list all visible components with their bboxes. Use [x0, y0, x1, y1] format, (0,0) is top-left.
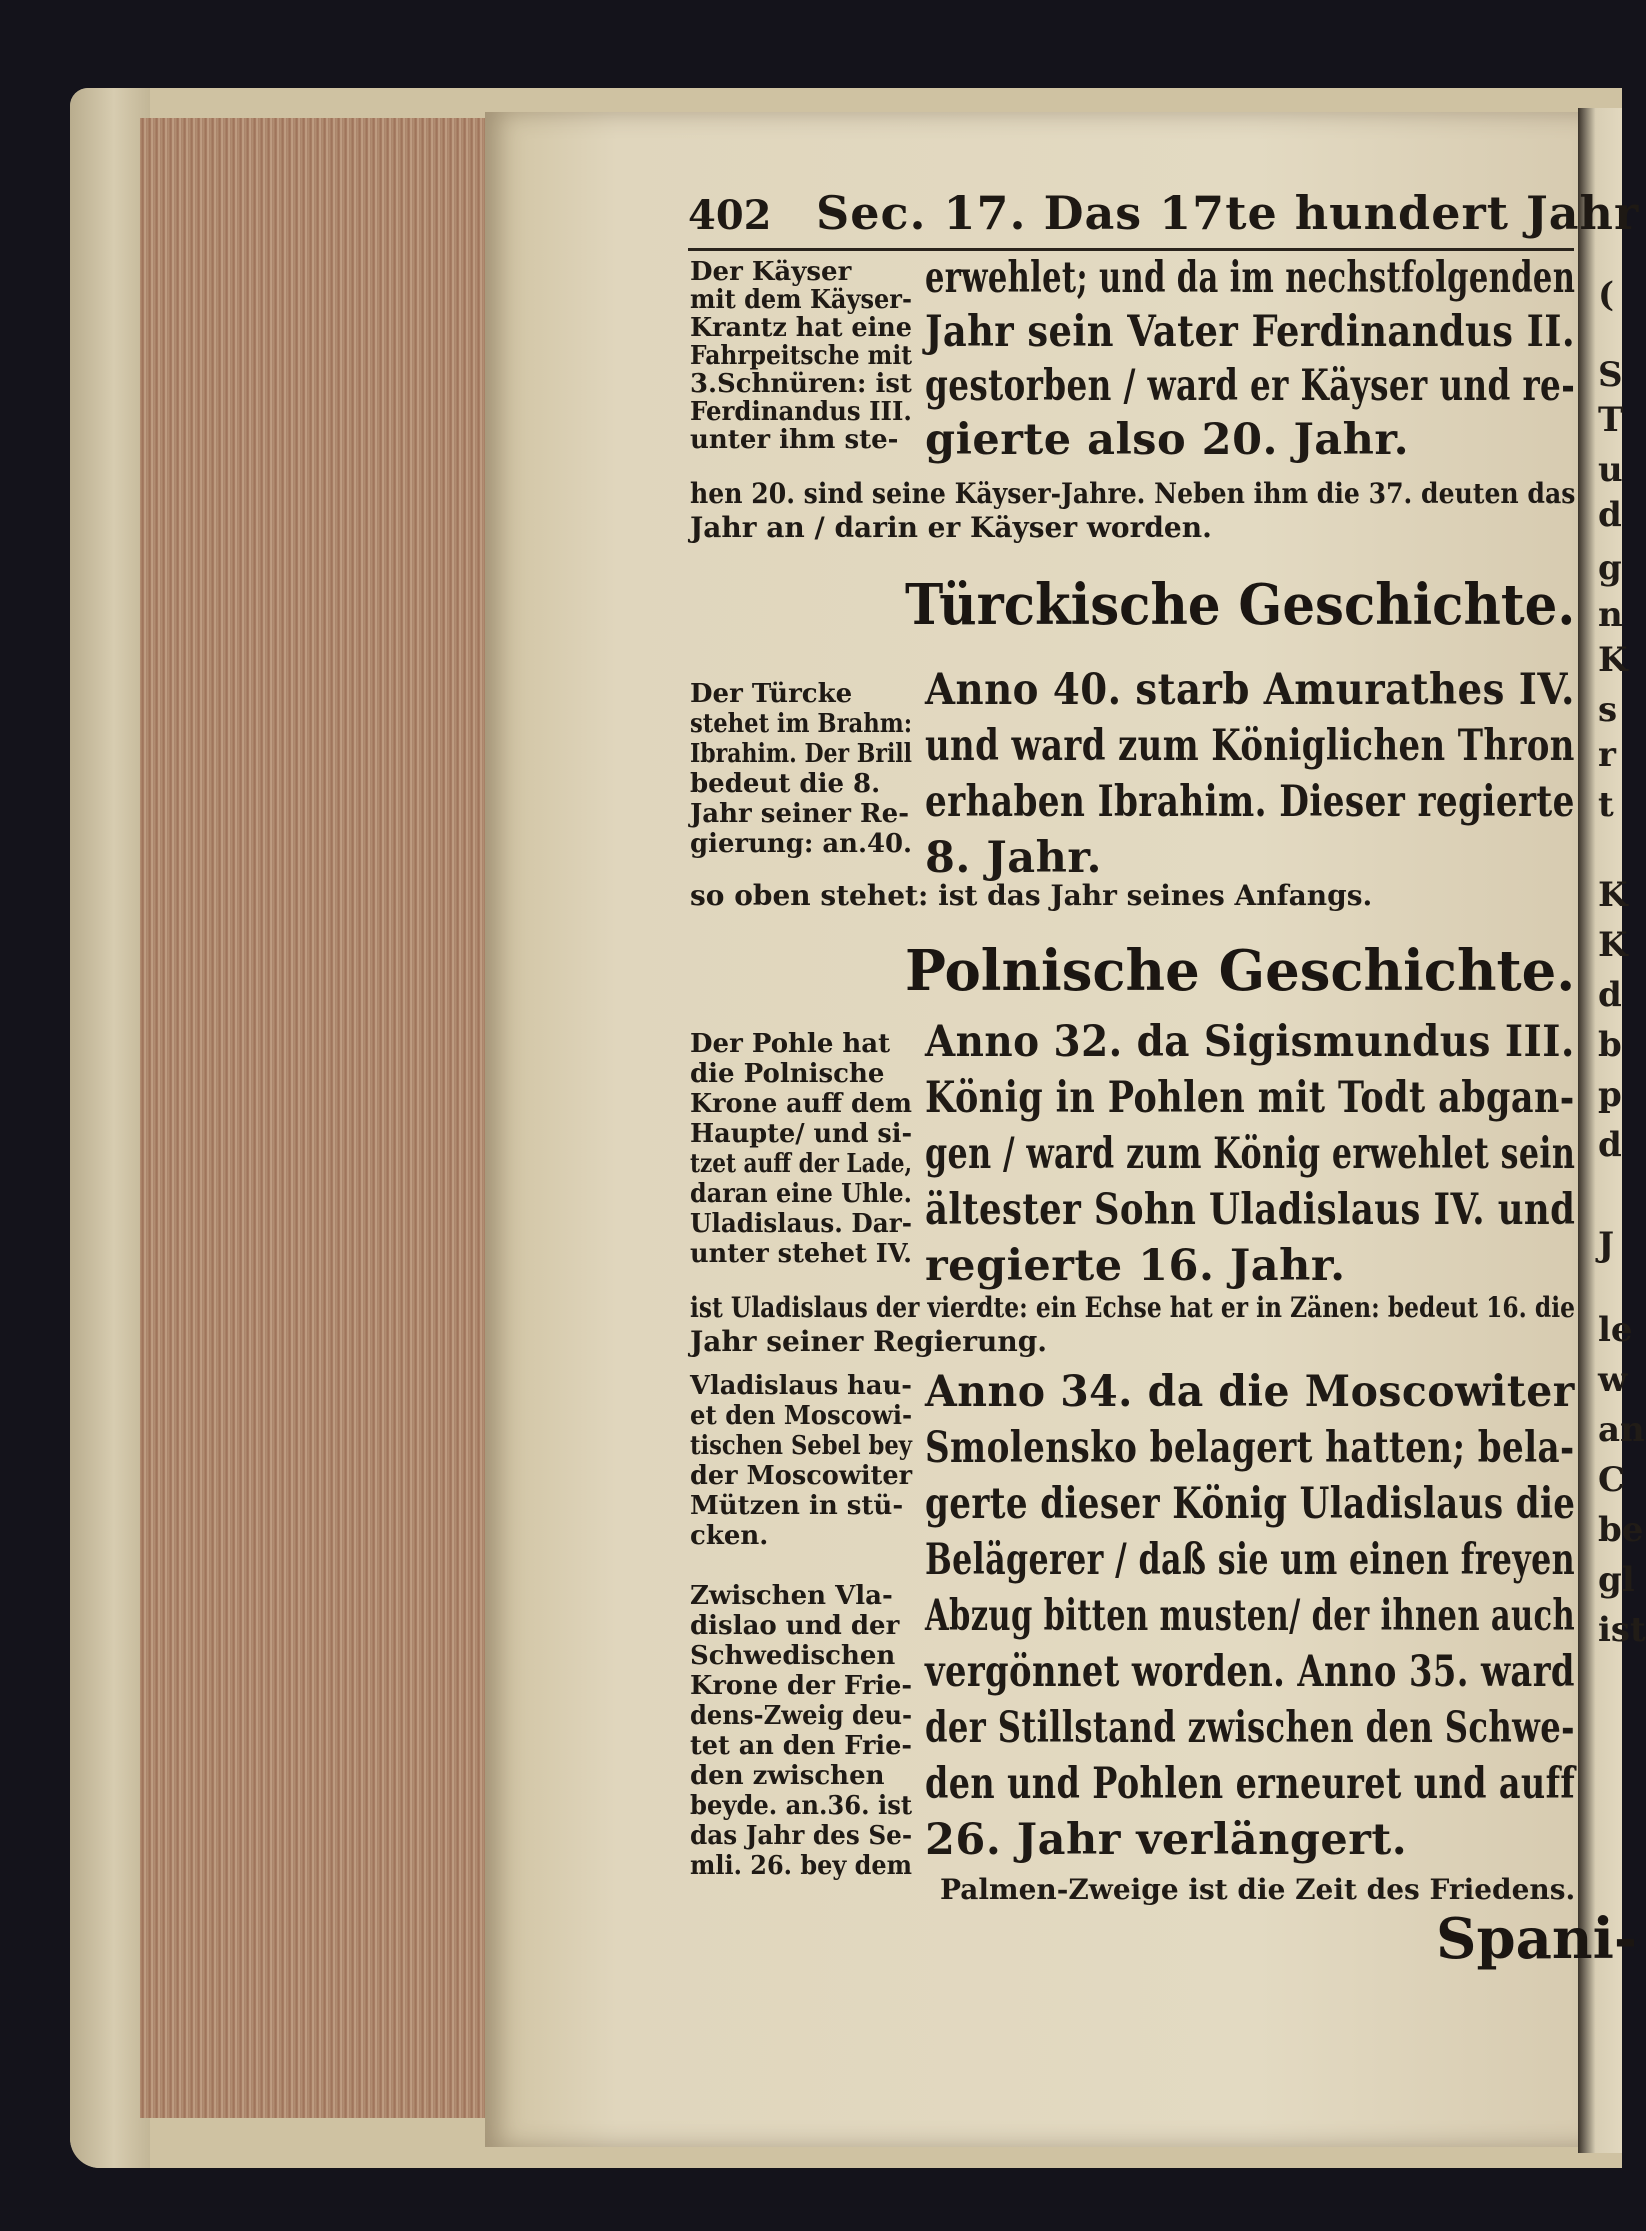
margin-note-line: Krone der Frie-	[690, 1671, 913, 1701]
fragment: gl	[1598, 1560, 1635, 1600]
body-line: 8. Jahr.	[925, 833, 1103, 883]
fragment: an	[1598, 1410, 1645, 1450]
margin-note-line: mli. 26. bey dem	[690, 1851, 913, 1881]
body-line: erhaben Ibrahim. Dieser regierte	[925, 777, 1575, 827]
margin-note-line: Der Türcke	[690, 679, 853, 709]
running-header	[688, 178, 1640, 251]
full-width-line: hen 20. sind seine Käyser-Jahre. Neben ihm die 37. deuten das	[690, 477, 1576, 510]
margin-note-line: stehet im Brahm:	[690, 709, 913, 739]
margin-note-line: 3.Schnüren: ist	[690, 369, 912, 399]
margin-note-line: mit dem Käyser-	[690, 285, 912, 315]
fragment: ist	[1598, 1610, 1646, 1650]
fragment: K	[1598, 925, 1628, 965]
margin-note-line: gierung: an.40.	[690, 829, 913, 859]
full-width-line: so oben stehet: ist das Jahr seines Anfangs.	[690, 879, 1373, 912]
header-title: Sec. 17. Das 17te hundert Jahr	[816, 186, 1640, 240]
margin-note-line: Krantz hat eine	[690, 313, 913, 343]
margin-note-line: unter ihm ste-	[690, 425, 899, 455]
body-line: König in Pohlen mit Todt abgan-	[925, 1073, 1575, 1123]
margin-note-line: Ibrahim. Der Brill	[690, 739, 913, 769]
margin-note-line: cken.	[690, 1521, 769, 1551]
full-width-line: Palmen-Zweige ist die Zeit des Friedens.	[940, 1873, 1576, 1906]
fragment: b	[1598, 1025, 1622, 1065]
margin-note-line: Haupte/ und si-	[690, 1119, 913, 1149]
fragment: s	[1598, 690, 1618, 730]
fragment: d	[1598, 1125, 1622, 1165]
margin-note-line: die Polnische	[690, 1059, 885, 1089]
margin-note-line: Jahr seiner Re-	[690, 799, 909, 829]
body-line: erwehlet; und da im nechstfolgenden	[925, 253, 1576, 303]
margin-note-line: dislao und der	[690, 1611, 900, 1641]
margin-note-line: tet an den Frie-	[690, 1731, 912, 1761]
fragment: be	[1598, 1510, 1644, 1550]
fragment: n	[1598, 595, 1623, 635]
margin-note-line: Krone auff dem	[690, 1089, 912, 1119]
fragment: t	[1598, 785, 1614, 825]
body-line: Belägerer / daß sie um einen freyen	[925, 1535, 1576, 1585]
fragment: d	[1598, 975, 1622, 1015]
body-line: gierte also 20. Jahr.	[925, 415, 1410, 465]
page-number: 402	[688, 192, 772, 239]
book-binding	[70, 88, 150, 2168]
fragment: S	[1598, 355, 1623, 395]
full-width-line: Jahr an / darin er Käyser worden.	[690, 511, 1212, 544]
section-heading: Polnische Geschichte.	[905, 938, 1576, 1004]
margin-note-line: tischen Sebel bey	[690, 1431, 912, 1461]
body-line: den und Pohlen erneuret und auff	[925, 1759, 1576, 1809]
body-line: ältester Sohn Uladislaus IV. und	[925, 1185, 1576, 1235]
margin-note-line: das Jahr des Se-	[690, 1821, 913, 1851]
body-line: regierte 16. Jahr.	[925, 1241, 1346, 1291]
body-line: Anno 32. da Sigismundus III.	[925, 1017, 1575, 1067]
margin-note-line: daran eine Uhle.	[690, 1179, 912, 1209]
fragment: r	[1598, 735, 1616, 775]
fragment: g	[1598, 548, 1622, 588]
fragment: d	[1598, 495, 1622, 535]
fragment: le	[1598, 1310, 1633, 1350]
margin-note-line: Ferdinandus III.	[690, 397, 912, 427]
full-width-line: Jahr seiner Regierung.	[690, 1325, 1048, 1358]
margin-note-line: den zwischen	[690, 1761, 885, 1791]
body-line: 26. Jahr verlängert.	[925, 1815, 1408, 1865]
margin-note-line: Zwischen Vla-	[690, 1581, 893, 1611]
margin-note-line: Vladislaus hau-	[690, 1371, 912, 1401]
fragment: C	[1598, 1460, 1626, 1500]
fragment: K	[1598, 640, 1628, 680]
body-line: Jahr sein Vater Ferdinandus II.	[925, 307, 1576, 357]
margin-note-line: Mützen in stü-	[690, 1491, 904, 1521]
body-line: der Stillstand zwischen den Schwe-	[925, 1703, 1575, 1753]
body-line: Anno 40. starb Amurathes IV.	[925, 665, 1575, 715]
margin-note-line: bedeut die 8.	[690, 769, 881, 799]
margin-note-line: Der Pohle hat	[690, 1029, 891, 1059]
margin-note-line: Der Käyser	[690, 257, 852, 287]
margin-note-line: et den Moscowi-	[690, 1401, 913, 1431]
margin-note-line: dens-Zweig deu-	[690, 1701, 913, 1731]
margin-note-line: unter stehet IV.	[690, 1239, 913, 1269]
body-line: Smolensko belagert hatten; bela-	[925, 1423, 1575, 1473]
fragment: T	[1598, 400, 1624, 440]
fragment: p	[1598, 1075, 1622, 1115]
margin-note-line: Uladislaus. Dar-	[690, 1209, 912, 1239]
body-line: Abzug bitten musten/ der ihnen auch	[925, 1591, 1576, 1641]
body-line: gerte dieser König Uladislaus die	[925, 1479, 1576, 1529]
margin-note-line: Schwedischen	[690, 1641, 896, 1671]
margin-note-line: tzet auff der Lade,	[690, 1149, 913, 1179]
body-line: Anno 34. da die Moscowiter	[925, 1367, 1575, 1417]
body-line: und ward zum Königlichen Thron	[925, 721, 1575, 771]
margin-note-line: der Moscowiter	[690, 1461, 913, 1491]
section-heading: Türckische Geschichte.	[905, 572, 1576, 638]
page-edges	[140, 118, 488, 2118]
body-line: vergönnet worden. Anno 35. ward	[925, 1647, 1575, 1697]
fragment: (	[1598, 275, 1615, 315]
full-width-line: ist Uladislaus der vierdte: ein Echse hat er in Zänen: bedeut 16. die	[690, 1291, 1575, 1324]
body-line: gestorben / ward er Käyser und re-	[925, 361, 1576, 411]
margin-note-line: beyde. an.36. ist	[690, 1791, 913, 1821]
fragment: K	[1598, 875, 1628, 915]
fragment: w	[1598, 1360, 1628, 1400]
body-line: gen / ward zum König erwehlet sein	[925, 1129, 1576, 1179]
fragment: u	[1598, 450, 1623, 490]
margin-note-line: Fahrpeitsche mit	[690, 341, 912, 371]
fragment: J	[1598, 1225, 1615, 1265]
catchword: Spani-	[1436, 1906, 1638, 1972]
